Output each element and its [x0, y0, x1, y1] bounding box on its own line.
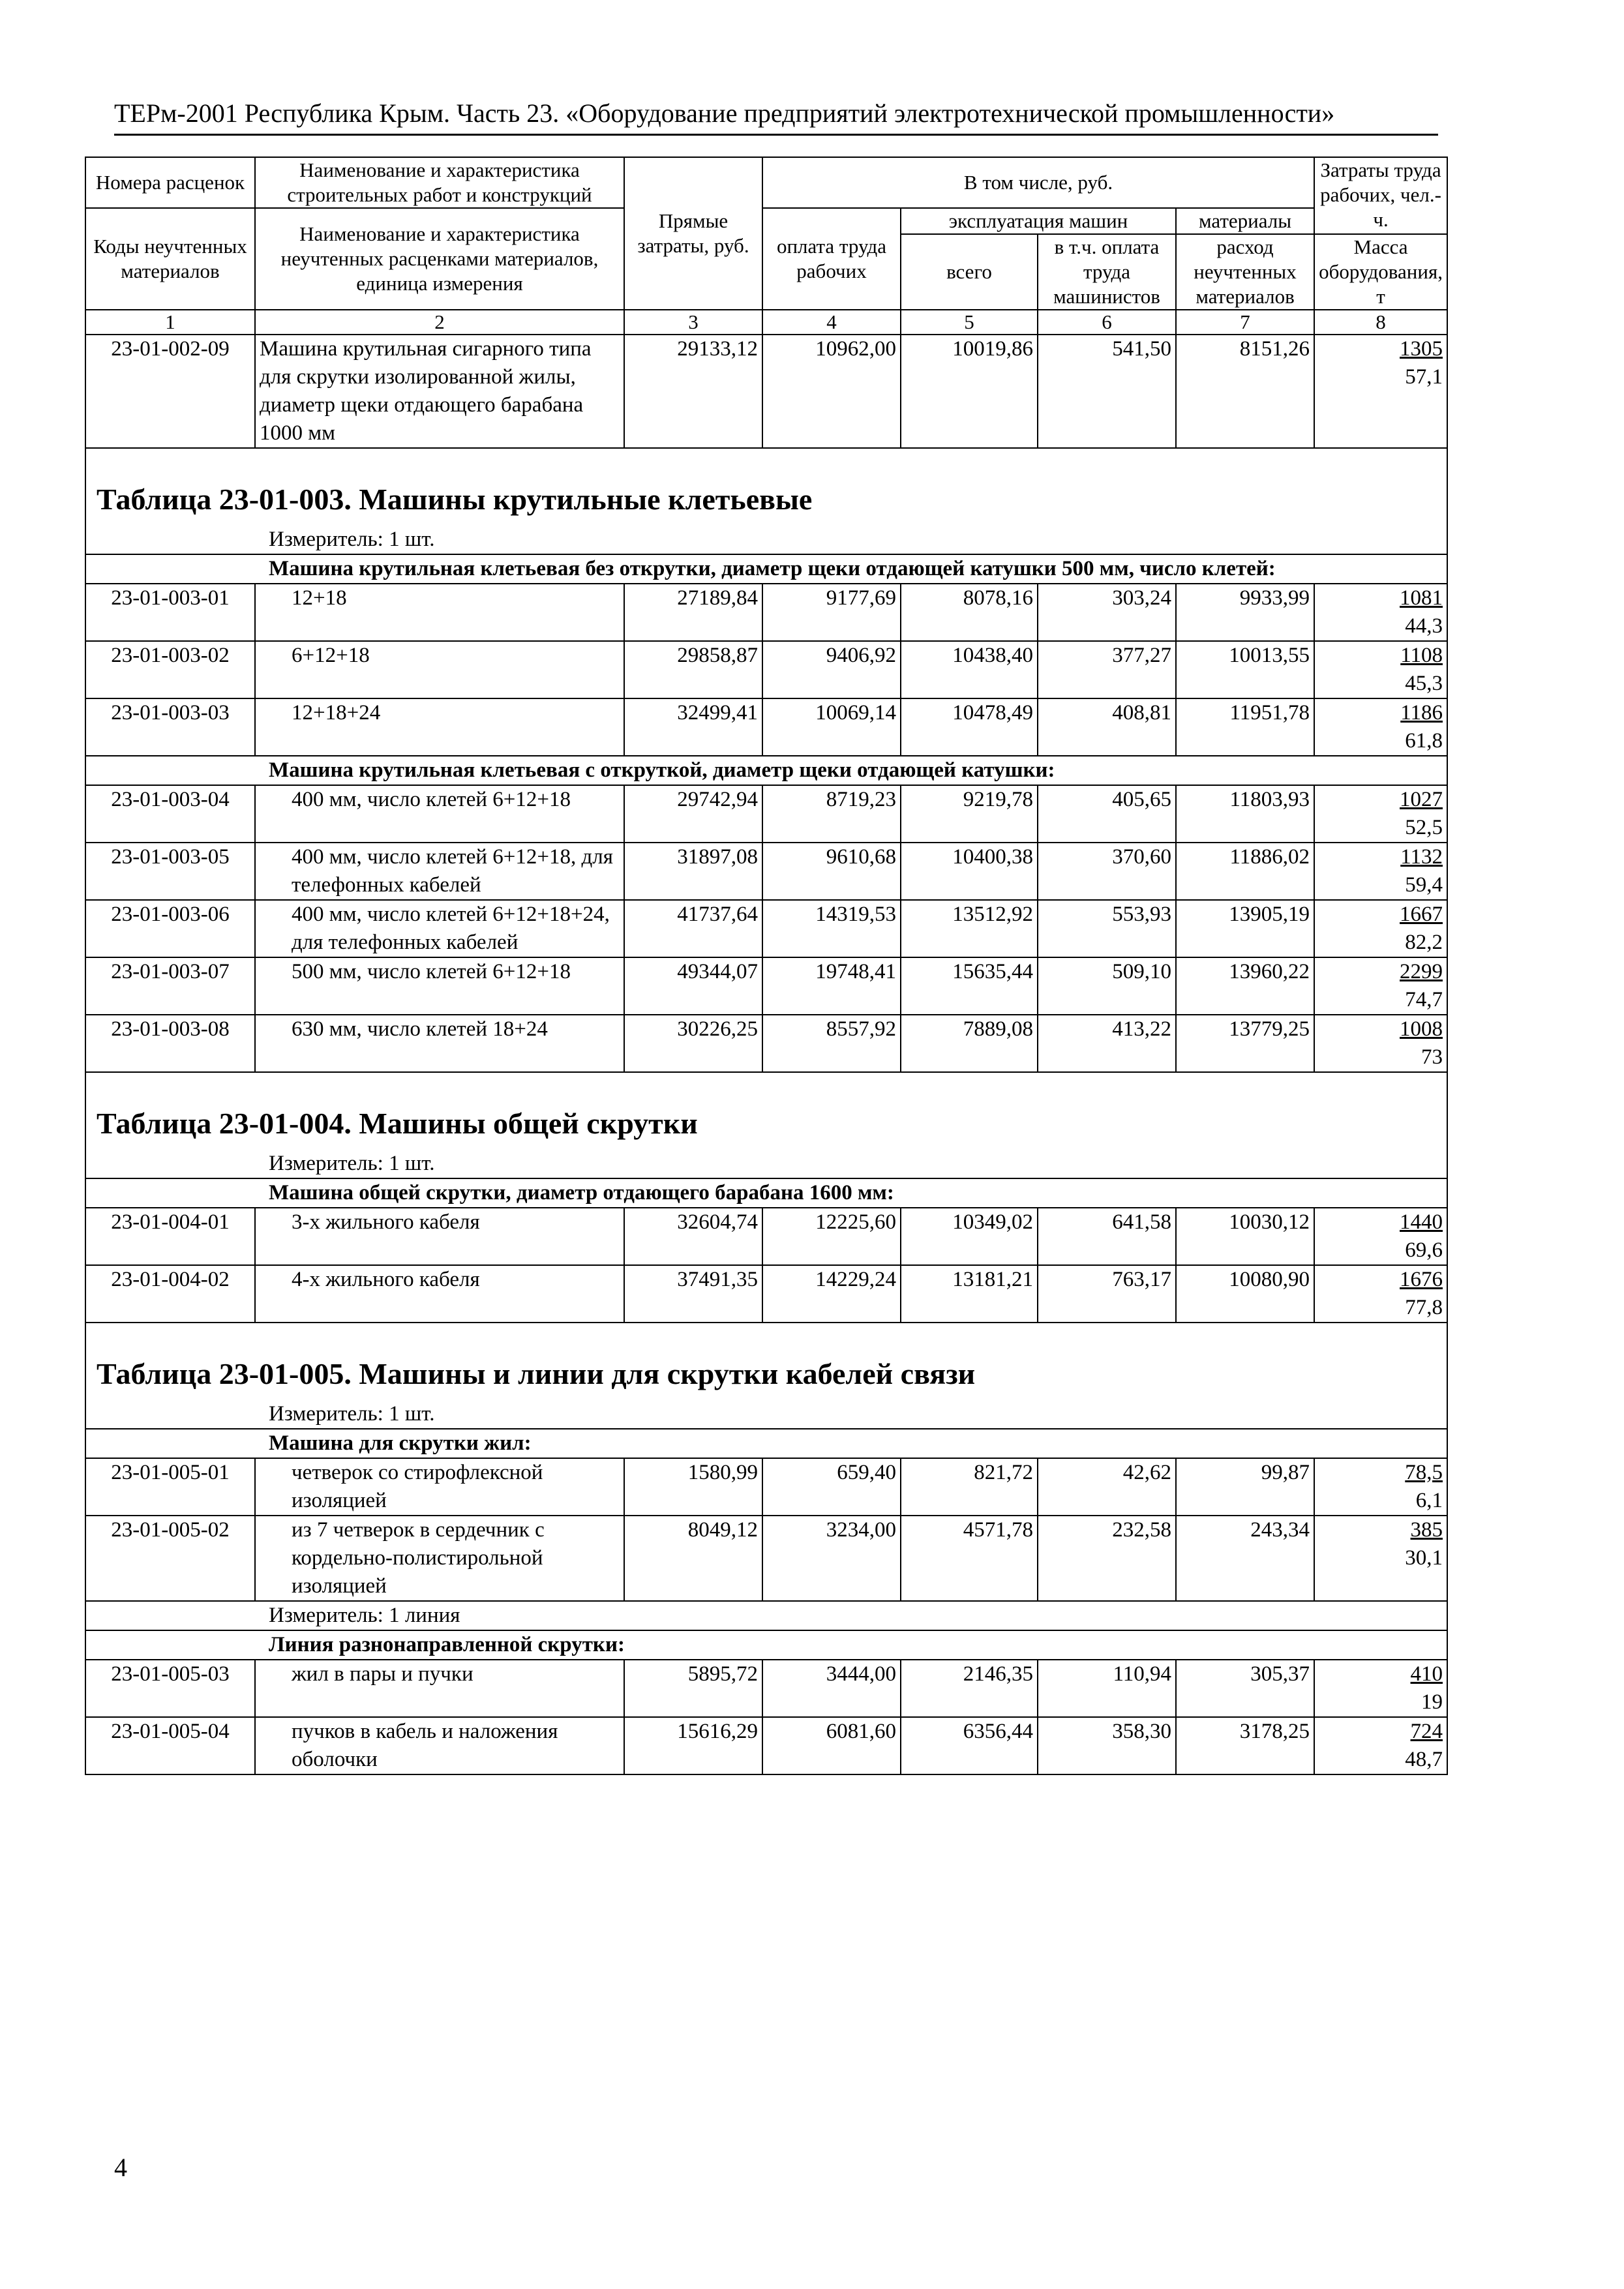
rate-name: 4-х жильного кабеля: [255, 1265, 624, 1323]
hours-mass-cell: [1314, 335, 1447, 448]
col6-header: в т.ч. оплата труда машинистов: [1038, 234, 1176, 310]
machinist-labor-cost: 303,24: [1038, 584, 1176, 641]
labor-hours: 1305: [1400, 337, 1443, 361]
rate-name: 500 мм, число клетей 6+12+18: [255, 957, 624, 1015]
material-cost: 99,87: [1176, 1458, 1314, 1516]
machine-cost: 10349,02: [901, 1208, 1038, 1265]
material-cost: 10030,12: [1176, 1208, 1314, 1265]
materials-header: материалы: [1176, 208, 1314, 234]
equipment-mass: 59,4: [1405, 873, 1443, 897]
t005-group-1: [85, 1458, 1447, 1601]
rate-code: 23-01-004-02: [85, 1265, 255, 1323]
rate-name: пучков в кабель и наложения оболочки: [255, 1717, 624, 1774]
machine-cost: 10438,40: [901, 641, 1038, 698]
machine-cost: 9219,78: [901, 785, 1038, 843]
hours-mass-cell: [1314, 1015, 1447, 1072]
table-row: [85, 1516, 1447, 1601]
machinist-labor-cost: 413,22: [1038, 1015, 1176, 1072]
direct-cost: 32499,41: [624, 698, 762, 756]
labor-hours: 1186: [1400, 701, 1443, 725]
col1-top-header: Номера расценок: [85, 157, 255, 208]
machine-cost: 15635,44: [901, 957, 1038, 1015]
labor-hours: 385: [1410, 1518, 1443, 1542]
table-title-row: [85, 448, 1447, 526]
labor-cost: 10069,14: [762, 698, 901, 756]
equipment-mass: 44,3: [1405, 614, 1443, 638]
machinist-labor-cost: 405,65: [1038, 785, 1176, 843]
unit-label: Измеритель: 1 шт.: [85, 1150, 1447, 1178]
table-title-row: [85, 1072, 1447, 1150]
table-row: [85, 900, 1447, 957]
machine-cost: 4571,78: [901, 1516, 1038, 1601]
table-row: [85, 785, 1447, 843]
direct-cost: 30226,25: [624, 1015, 762, 1072]
running-header: ТЕРм-2001 Республика Крым. Часть 23. «Оборудование предприятий электротехнической промышленности»: [114, 98, 1438, 136]
machinist-labor-cost: 377,27: [1038, 641, 1176, 698]
rate-name: 630 мм, число клетей 18+24: [255, 1015, 624, 1072]
equipment-mass: 30,1: [1405, 1546, 1443, 1570]
labor-cost: 19748,41: [762, 957, 901, 1015]
direct-cost: 29742,94: [624, 785, 762, 843]
equipment-mass: 61,8: [1405, 729, 1443, 753]
table-row: [85, 957, 1447, 1015]
machine-cost: 10400,38: [901, 843, 1038, 900]
equipment-mass: 45,3: [1405, 672, 1443, 695]
machine-cost: 8078,16: [901, 584, 1038, 641]
equipment-mass: 77,8: [1405, 1296, 1443, 1319]
material-cost: 10080,90: [1176, 1265, 1314, 1323]
direct-cost: 29858,87: [624, 641, 762, 698]
equipment-mass: 19: [1421, 1690, 1443, 1714]
direct-cost: 5895,72: [624, 1660, 762, 1717]
material-cost: 11886,02: [1176, 843, 1314, 900]
col2-bottom-header: Наименование и характеристика неучтенных расценками материалов, единица измерения: [255, 208, 624, 310]
hours-mass-cell: [1314, 900, 1447, 957]
machinist-labor-cost: 408,81: [1038, 698, 1176, 756]
rate-code: 23-01-005-01: [85, 1458, 255, 1516]
material-cost: 10013,55: [1176, 641, 1314, 698]
labor-cost: 8557,92: [762, 1015, 901, 1072]
direct-cost: 27189,84: [624, 584, 762, 641]
hours-mass-cell: [1314, 1458, 1447, 1516]
machine-cost: 13181,21: [901, 1265, 1038, 1323]
col-number: 8: [1314, 310, 1447, 335]
rate-code: 23-01-003-05: [85, 843, 255, 900]
subheading: Машина общей скрутки, диаметр отдающего барабана 1600 мм:: [85, 1178, 1447, 1208]
rate-code: 23-01-003-01: [85, 584, 255, 641]
material-cost: 8151,26: [1176, 335, 1314, 448]
labor-cost: 9610,68: [762, 843, 901, 900]
header-row-1: [85, 157, 1447, 208]
rate-name: 12+18: [255, 584, 624, 641]
subheading-row: [85, 1429, 1447, 1458]
rates-table: [85, 157, 1448, 1775]
t003-group-1: [85, 584, 1447, 756]
labor-cost: 8719,23: [762, 785, 901, 843]
col-number: 1: [85, 310, 255, 335]
t003-group-2: [85, 785, 1447, 1072]
machine-cost: 13512,92: [901, 900, 1038, 957]
labor-hours: 78,5: [1405, 1461, 1443, 1484]
direct-cost: 41737,64: [624, 900, 762, 957]
direct-cost: 8049,12: [624, 1516, 762, 1601]
labor-cost: 10962,00: [762, 335, 901, 448]
equipment-mass: 82,2: [1405, 931, 1443, 954]
labor-cost: 12225,60: [762, 1208, 901, 1265]
rate-code: 23-01-003-06: [85, 900, 255, 957]
col8-bottom-header: Масса оборудования, т: [1314, 234, 1447, 310]
machinist-labor-cost: 370,60: [1038, 843, 1176, 900]
table-row: [85, 641, 1447, 698]
equipment-mass: 52,5: [1405, 816, 1443, 839]
labor-hours: 1081: [1400, 586, 1443, 610]
machinist-labor-cost: 509,10: [1038, 957, 1176, 1015]
hours-mass-cell: [1314, 1516, 1447, 1601]
rate-code: 23-01-005-02: [85, 1516, 255, 1601]
direct-cost: 49344,07: [624, 957, 762, 1015]
subheading: Машина крутильная клетьевая без открутки, диаметр щеки отдающей катушки 500 мм, число клетей:: [85, 554, 1447, 584]
col-number: 4: [762, 310, 901, 335]
labor-cost: 9177,69: [762, 584, 901, 641]
subheading: Линия разнонаправленной скрутки:: [85, 1630, 1447, 1660]
labor-hours: 1008: [1400, 1017, 1443, 1041]
incl-header: В том числе, руб.: [762, 157, 1314, 208]
labor-hours: 1108: [1400, 644, 1443, 667]
rate-name: четверок со стирофлексной изоляцией: [255, 1458, 624, 1516]
labor-hours: 1440: [1400, 1210, 1443, 1234]
direct-cost: 15616,29: [624, 1717, 762, 1774]
col-number: 2: [255, 310, 624, 335]
hours-mass-cell: [1314, 1717, 1447, 1774]
page-number: 4: [114, 2153, 127, 2182]
unit-label: Измеритель: 1 шт.: [85, 1400, 1447, 1429]
subheading-row: [85, 756, 1447, 785]
labor-cost: 659,40: [762, 1458, 901, 1516]
unit-row: [85, 1400, 1447, 1429]
rate-name: 12+18+24: [255, 698, 624, 756]
labor-hours: 1027: [1400, 788, 1443, 811]
rate-code: 23-01-003-07: [85, 957, 255, 1015]
labor-cost: 14319,53: [762, 900, 901, 957]
subheading: Машина для скрутки жил:: [85, 1429, 1447, 1458]
rate-code: 23-01-005-04: [85, 1717, 255, 1774]
table-row: [85, 1265, 1447, 1323]
equipment-mass: 69,6: [1405, 1238, 1443, 1262]
hours-mass-cell: [1314, 1208, 1447, 1265]
col4-header: оплата труда рабочих: [762, 208, 901, 310]
machine-cost: 821,72: [901, 1458, 1038, 1516]
material-cost: 11951,78: [1176, 698, 1314, 756]
equipment-mass: 73: [1421, 1045, 1443, 1069]
unit-row: [85, 526, 1447, 554]
machinist-labor-cost: 232,58: [1038, 1516, 1176, 1601]
col-number: 3: [624, 310, 762, 335]
labor-cost: 14229,24: [762, 1265, 901, 1323]
table-title: Таблица 23-01-005. Машины и линии для скрутки кабелей связи: [85, 1323, 1447, 1400]
labor-cost: 6081,60: [762, 1717, 901, 1774]
table-row: [85, 698, 1447, 756]
machinist-labor-cost: 110,94: [1038, 1660, 1176, 1717]
rate-name: 400 мм, число клетей 6+12+18, для телефонных кабелей: [255, 843, 624, 900]
table-title: Таблица 23-01-003. Машины крутильные клетьевые: [85, 448, 1447, 526]
rate-code: 23-01-003-04: [85, 785, 255, 843]
labor-cost: 3234,00: [762, 1516, 901, 1601]
machinist-labor-cost: 358,30: [1038, 1717, 1176, 1774]
rate-code: 23-01-003-03: [85, 698, 255, 756]
table-row: [85, 843, 1447, 900]
labor-cost: 3444,00: [762, 1660, 901, 1717]
machines-header: эксплуатация машин: [901, 208, 1176, 234]
machine-cost: 7889,08: [901, 1015, 1038, 1072]
unit-row: [85, 1150, 1447, 1178]
rate-code: 23-01-003-08: [85, 1015, 255, 1072]
col3-header: Прямые затраты, руб.: [624, 157, 762, 310]
col1-bottom-header: Коды неучтенных материалов: [85, 208, 255, 310]
rate-name: 400 мм, число клетей 6+12+18+24, для телефонных кабелей: [255, 900, 624, 957]
hours-mass-cell: [1314, 698, 1447, 756]
labor-cost: 9406,92: [762, 641, 901, 698]
material-cost: 13779,25: [1176, 1015, 1314, 1072]
rate-code: 23-01-004-01: [85, 1208, 255, 1265]
table-title: Таблица 23-01-004. Машины общей скрутки: [85, 1072, 1447, 1150]
rates-document: [85, 157, 1447, 1775]
machinist-labor-cost: 641,58: [1038, 1208, 1176, 1265]
direct-cost: 32604,74: [624, 1208, 762, 1265]
material-cost: 13960,22: [1176, 957, 1314, 1015]
material-cost: 9933,99: [1176, 584, 1314, 641]
table-row: [85, 1717, 1447, 1774]
labor-hours: 1667: [1400, 903, 1443, 926]
rate-name: жил в пары и пучки: [255, 1660, 624, 1717]
rate-code: 23-01-002-09: [85, 335, 255, 448]
machinist-labor-cost: 763,17: [1038, 1265, 1176, 1323]
labor-hours: 2299: [1400, 960, 1443, 983]
labor-hours: 724: [1410, 1720, 1443, 1743]
table-title-row: [85, 1323, 1447, 1400]
direct-cost: 31897,08: [624, 843, 762, 900]
subheading-row: [85, 1178, 1447, 1208]
table-row: [85, 335, 1447, 448]
material-cost: 3178,25: [1176, 1717, 1314, 1774]
col2-top-header: Наименование и характеристика строительных работ и конструкций: [255, 157, 624, 208]
labor-hours: 1132: [1400, 845, 1443, 869]
table-row: [85, 1458, 1447, 1516]
equipment-mass: 6,1: [1415, 1489, 1443, 1512]
machine-cost: 2146,35: [901, 1660, 1038, 1717]
labor-hours: 410: [1410, 1662, 1443, 1686]
material-cost: 11803,93: [1176, 785, 1314, 843]
col7-header: расход неучтенных материалов: [1176, 234, 1314, 310]
machine-cost: 10019,86: [901, 335, 1038, 448]
machinist-labor-cost: 541,50: [1038, 335, 1176, 448]
material-cost: 305,37: [1176, 1660, 1314, 1717]
col-number: 5: [901, 310, 1038, 335]
col5-header: всего: [901, 234, 1038, 310]
direct-cost: 1580,99: [624, 1458, 762, 1516]
hours-mass-cell: [1314, 1265, 1447, 1323]
hours-mass-cell: [1314, 641, 1447, 698]
unit-label: Измеритель: 1 шт.: [85, 526, 1447, 554]
table-row: [85, 1208, 1447, 1265]
machine-cost: 10478,49: [901, 698, 1038, 756]
header-row-2: [85, 208, 1447, 234]
rate-name: Машина крутильная сигарного типа для скрутки изолированной жилы, диаметр щеки отдающего барабана 1000 мм: [255, 335, 624, 448]
table-row: [85, 1015, 1447, 1072]
rate-code: 23-01-005-03: [85, 1660, 255, 1717]
direct-cost: 29133,12: [624, 335, 762, 448]
machinist-labor-cost: 553,93: [1038, 900, 1176, 957]
unit-label: Измеритель: 1 линия: [85, 1601, 1447, 1630]
rate-name: 6+12+18: [255, 641, 624, 698]
table-row: [85, 1660, 1447, 1717]
direct-cost: 37491,35: [624, 1265, 762, 1323]
rate-code: 23-01-003-02: [85, 641, 255, 698]
hours-mass-cell: [1314, 1660, 1447, 1717]
column-numbers-row: [85, 310, 1447, 335]
hours-mass-cell: [1314, 843, 1447, 900]
equipment-mass: 48,7: [1405, 1748, 1443, 1771]
equipment-mass: 57,1: [1405, 365, 1443, 389]
rate-name: 3-х жильного кабеля: [255, 1208, 624, 1265]
table-row: [85, 584, 1447, 641]
rate-name: 400 мм, число клетей 6+12+18: [255, 785, 624, 843]
subheading-row: [85, 1630, 1447, 1660]
t005-group-2: [85, 1660, 1447, 1774]
subheading: Машина крутильная клетьевая с откруткой, диаметр щеки отдающей катушки:: [85, 756, 1447, 785]
hours-mass-cell: [1314, 785, 1447, 843]
material-cost: 13905,19: [1176, 900, 1314, 957]
hours-mass-cell: [1314, 957, 1447, 1015]
equipment-mass: 74,7: [1405, 988, 1443, 1011]
labor-hours: 1676: [1400, 1268, 1443, 1291]
rate-name: из 7 четверок в сердечник с кордельно-полистирольной изоляцией: [255, 1516, 624, 1601]
subheading-row: [85, 554, 1447, 584]
machinist-labor-cost: 42,62: [1038, 1458, 1176, 1516]
hours-mass-cell: [1314, 584, 1447, 641]
col-number: 6: [1038, 310, 1176, 335]
material-cost: 243,34: [1176, 1516, 1314, 1601]
t004-group-1: [85, 1208, 1447, 1323]
machine-cost: 6356,44: [901, 1717, 1038, 1774]
col8-top-header: Затраты труда рабочих, чел.-ч.: [1314, 157, 1447, 234]
col-number: 7: [1176, 310, 1314, 335]
unit-row: [85, 1601, 1447, 1630]
